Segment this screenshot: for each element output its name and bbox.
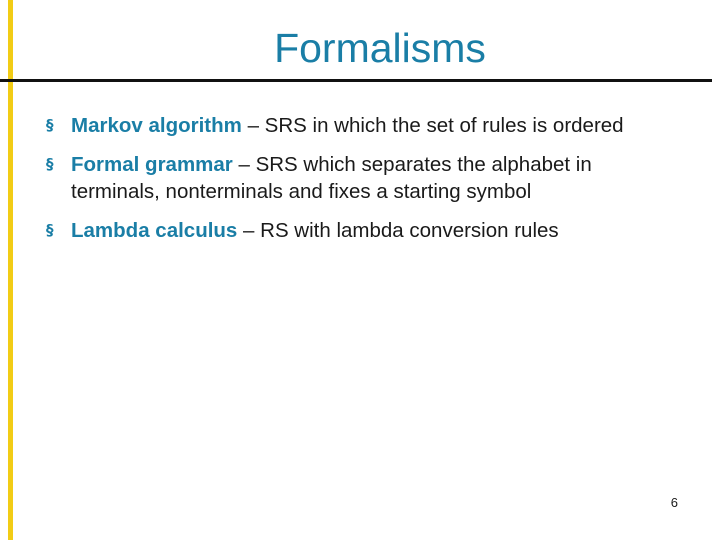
title-divider <box>0 79 712 82</box>
bullet-item-markov-algorithm <box>46 112 686 139</box>
bullet-term: Markov algorithm <box>71 114 242 137</box>
bullet-icon <box>46 158 56 170</box>
bullet-term: Lambda calculus <box>71 219 238 242</box>
bullet-text: – RS with lambda conversion rules <box>237 219 559 242</box>
bullet-term: Formal grammar <box>71 153 233 176</box>
bullet-icon <box>46 119 56 131</box>
bullet-text: – SRS which separates the alphabet in terminals, nonterminals and fixes a starting symbol <box>71 153 592 203</box>
bullet-list <box>46 112 686 256</box>
slide-title: Formalisms <box>274 25 486 71</box>
bullet-icon <box>46 224 56 236</box>
bullet-text: – SRS in which the set of rules is ordered <box>241 114 624 137</box>
bullet-item-lambda-calculus <box>46 217 686 244</box>
bullet-item-formal-grammar <box>46 151 686 205</box>
page-number: 6 <box>670 495 678 510</box>
